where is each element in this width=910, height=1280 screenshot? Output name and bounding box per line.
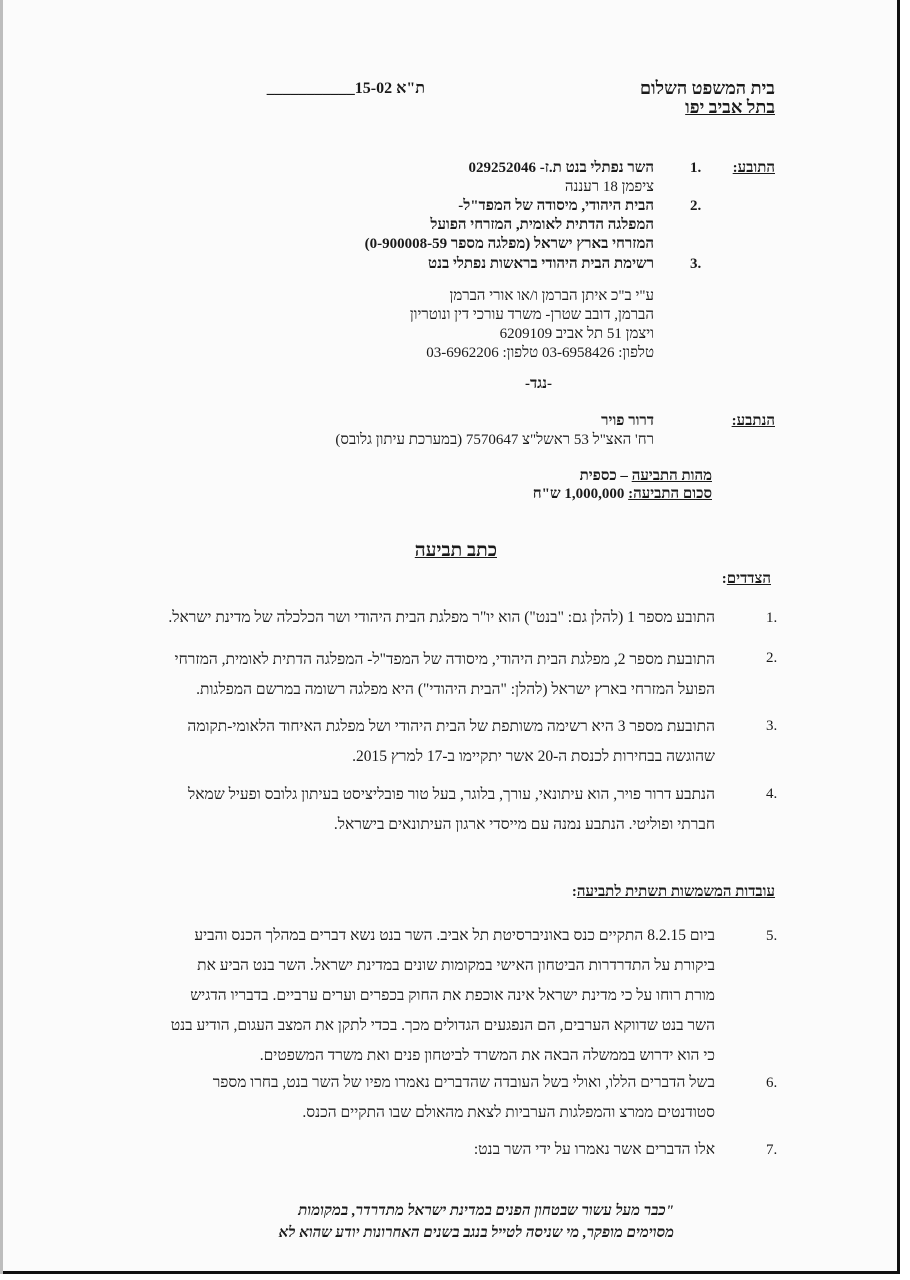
claim-amount-label: סכום התביעה:: [628, 486, 712, 502]
attorneys-line-3: ויצמן 51 תל אביב 6209109: [499, 326, 654, 342]
plaintiff-1-number: 1.: [690, 160, 702, 176]
paragraph-2: התובעת מספר 2, מפלגת הבית היהודי, מיסודה של המפד"ל- המפלגה הדתית לאומית, המזרחי הפועל המזרחי בארץ ישראל (להלן: "הבית היהודי") היא מפלגה רשומה במרשם המפלגות.: [174, 651, 715, 698]
quote-block: "כבר מעל עשור שבטחון הפנים במדינת ישראל מתדרדר, במקומות מסוימים מופקר, מי שניסה לטייל בנגב בשנים האחרונות יודע שהוא לא: [278, 1203, 674, 1241]
attorneys-line-2: הברמן, דובב שטרן- משרד עורכי דין ונוטריון: [409, 307, 654, 323]
paragraph-5-number: 5.: [766, 928, 778, 944]
paragraph-6-number: 6.: [766, 1075, 778, 1091]
defendant-name: דרור פויר: [601, 413, 654, 429]
court-location: בתל אביב יפו: [685, 97, 775, 117]
paragraph-1: התובע מספר 1 (להלן גם: "בנט") הוא יו"ר מפלגת הבית היהודי ושר הכלכלה של מדינת ישראל.: [168, 609, 715, 626]
court-name: בית המשפט השלום: [639, 78, 775, 98]
document-title: כתב תביעה: [414, 540, 497, 561]
paragraph-3: התובעת מספר 3 היא רשימה משותפת של הבית היהודי ושל מפלגת האיחוד הלאומי-תקומה שהוגשה בבחירות לכנסת ה-20 אשר יתקיימו ב-17 למרץ 2015.: [187, 718, 715, 765]
paragraph-7-number: 7.: [766, 1142, 778, 1158]
page-edge: [0, 0, 3, 1274]
paragraph-3-number: 3.: [766, 718, 778, 734]
paragraph-6: בשל הדברים הללו, ואולי בשל העובדה שהדברים נאמרו מפיו של השר בנט, בחרו מספר סטודנטים ממרצ והמפלגות הערביות לצאת מהאולם שבו התקיים הכנס.: [212, 1074, 715, 1121]
plaintiff-2-line2: המפלגה הדתית לאומית, המזרחי הפועל: [430, 217, 654, 233]
plaintiff-3-number: 3.: [690, 256, 702, 272]
paragraph-5: ביום 8.2.15 התקיים כנס באוניברסיטת תל אביב. השר בנט נשא דברים במהלך הכנס והביע ביקורת על התדרדרות הביטחון האישי במקומות שונים במדינת ישראל. השר בנט הביע את מורת רוחו על כי מדינת ישראל אינה אוכפת את החוק בכפרים וערים ערביים. בדבריו הדגיש השר בנט שדווקא הערבים, הם הנפגעים הגדולים מכך. בכדי לתקן את המצב העגום, הודיע בנט כי הוא ידרוש בממשלה הבאה את המשרד לביטחון פנים ואת משרד המשפטים.: [170, 927, 715, 1064]
plaintiff-1-address: ציפמן 18 רעננה: [564, 179, 654, 195]
claim-amount-value: 1,000,000 ש"ח: [532, 486, 629, 502]
claim-nature: [580, 468, 712, 485]
claim-nature-label: מהות התביעה: [631, 468, 712, 484]
claim-nature-value: – כספית: [579, 468, 632, 484]
attorneys-line-4: טלפון: 03-6958426 טלפון: 03-6962206: [426, 345, 654, 361]
facts-heading: עובדות המשמשות תשתית לתביעה:: [571, 884, 775, 900]
paragraph-4: הנתבע דרור פויר, הוא עיתונאי, עורך, בלוגר, בעל טור פובליציסט בעיתון גלובס ופעיל שמאל חברתי ופוליטי. הנתבע נמנה עם מייסדי ארגון העיתונאים בישראל.: [187, 786, 715, 833]
defendant-address: רח' האצ"ל 53 ראשל"צ 7570647 (במערכת עיתון גלובס): [335, 432, 654, 448]
plaintiff-3-name: רשימת הבית היהודי בראשות נפתלי בנט: [428, 256, 654, 272]
defendant-label: הנתבע:: [731, 413, 775, 429]
claim-amount: [533, 486, 712, 503]
paragraph-1-number: 1.: [766, 610, 778, 626]
plaintiffs-label: התובע:: [732, 160, 775, 176]
case-number: ת"א 15-02___________: [266, 80, 425, 97]
paragraph-2-number: 2.: [766, 650, 778, 666]
parties-heading: הצדדים:: [721, 571, 771, 587]
paragraph-4-number: 4.: [766, 786, 778, 802]
attorneys-line-1: ע"י ב"כ איתן הברמן ו/או אורי הברמן: [449, 288, 654, 304]
plaintiff-1-name: השר נפתלי בנט ת.ז- 029252046: [468, 160, 654, 176]
plaintiff-2-line3: המזרחי בארץ ישראל (מפלגה מספר 0-900008-59): [364, 236, 654, 252]
paragraph-7: אלו הדברים אשר נאמרו על ידי השר בנט:: [473, 1141, 715, 1158]
plaintiff-2-number: 2.: [690, 198, 702, 214]
plaintiff-2-line1: הבית היהודי, מיסודה של המפד"ל-: [458, 198, 654, 214]
versus-label: -נגד-: [524, 376, 552, 392]
